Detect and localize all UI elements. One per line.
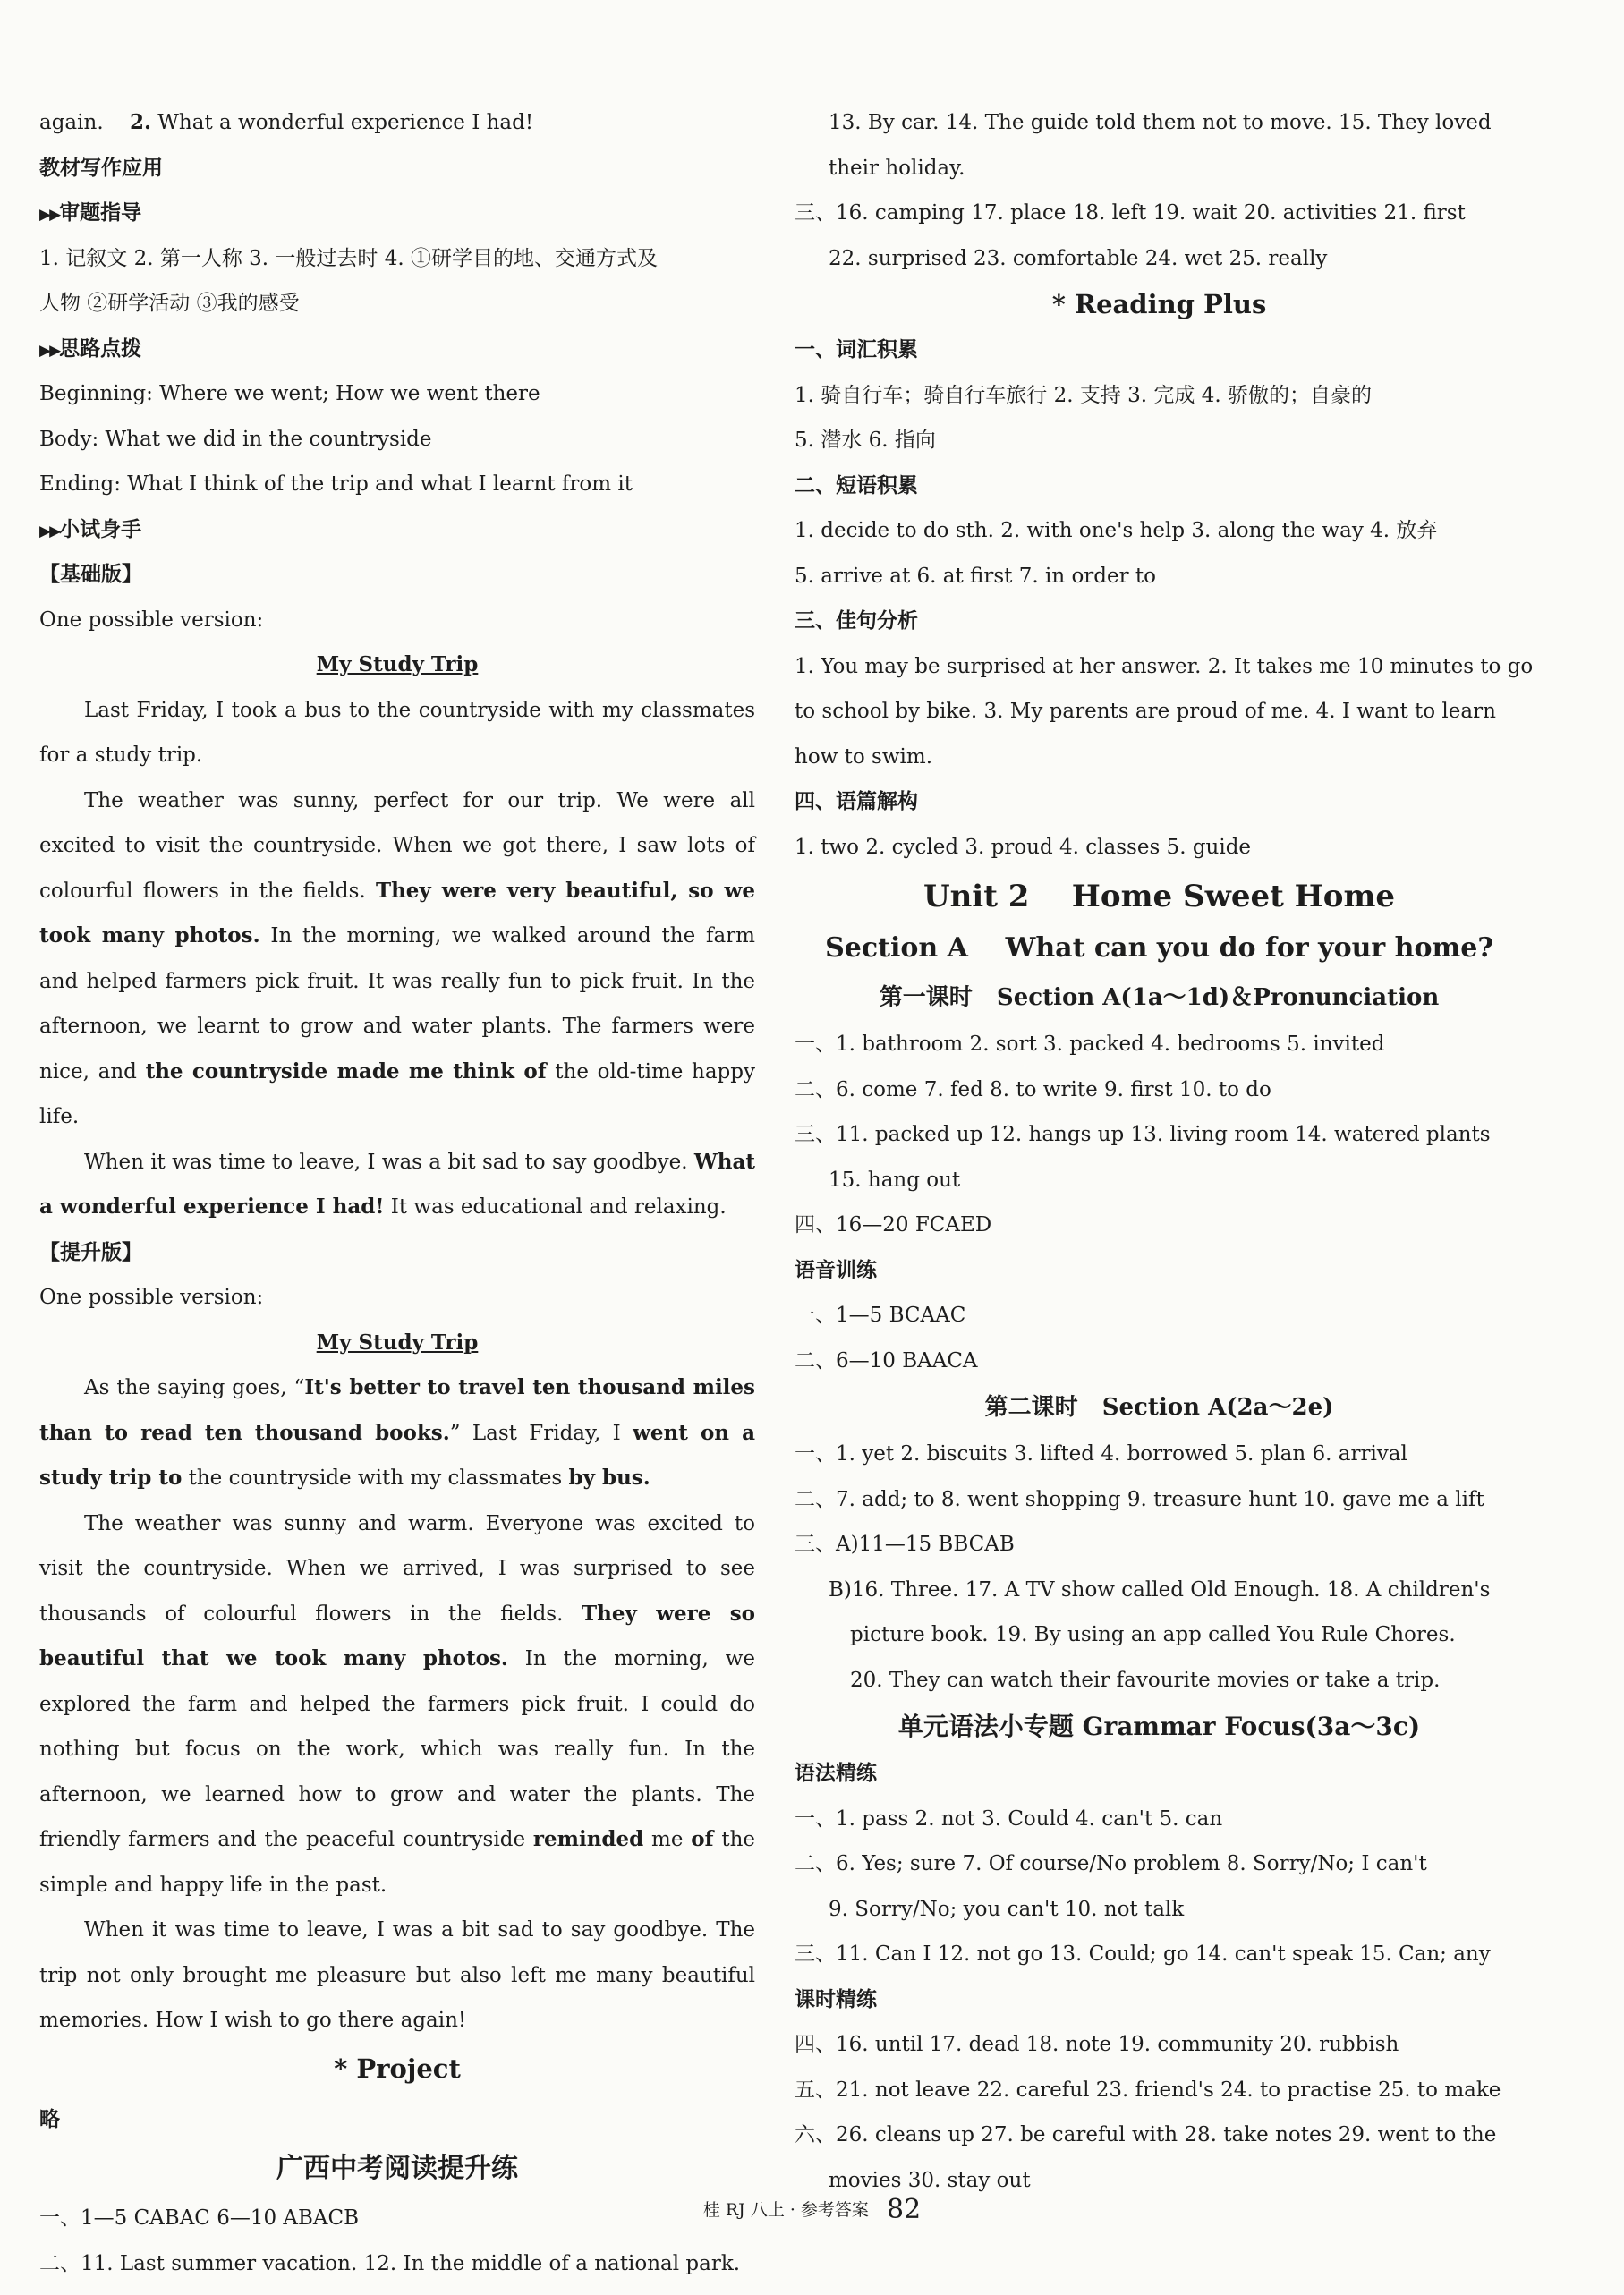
essay-paragraph: The weather was sunny and warm. Everyone was excited to visit the countryside. When we arrived, I was surprised to see thousands of colourful flowers in the fields. They were so beautiful that we took many photos. In the morning, we explored the farm and helped the farmers pick fruit. I could do nothing but focus on the work, which was really fun. In the afternoon, we learned how to grow and water the plants. The friendly farmers and the peaceful countryside reminded me of the simple and happy life in the past. [39,1511,756,1897]
answer-line: 一、1. pass 2. not 3. Could 4. can't 5. can [795,1806,1223,1831]
heading-grammar: 语法精练 [795,1761,877,1785]
thinking-line: Ending: What I think of the trip and what I learnt from it [39,472,633,496]
answer-line: 二、11. Last summer vacation. 12. In the middle of a national park. [39,2251,741,2275]
section-title: Section A What can you do for your home? [825,932,1493,964]
page-number: 82 [886,2194,922,2225]
answer-line: 一、1. bathroom 2. sort 3. packed 4. bedrooms 5. invited [795,1033,1385,1056]
answer-line: 13. By car. 14. The guide told them not to move. 15. They loved [829,111,1492,134]
guide-line: 1. 记叙文 2. 第一人称 3. 一般过去时 4. ①研学目的地、交通方式及 [39,246,658,270]
heading-vocab: 一、词汇积累 [795,337,918,361]
double-triangle-icon: ▶▶ [39,341,60,360]
answer-line: their holiday. [829,156,965,180]
essay-paragraph: The weather was sunny, perfect for our trip. We were all excited to visit the countryside. When we got there, I saw lots of colourful flowers in the fields. They were very beautiful, so we took many photos. In the morning, we walked around the farm and helped farmers pick fruit. It was really fun to pick fruit. In the afternoon, we learnt to grow and water plants. The farmers were nice, and the countryside made me think of the old-time happy life. [39,788,755,1128]
answer-line: 五、21. not leave 22. careful 23. friend's 24. to practise 25. to make [795,2078,1501,2102]
essay-paragraph: Last Friday, I took a bus to the countryside with my classmates for a study trip. [39,698,755,767]
answer-line: again. 2. What a wonderful experience I had! [39,110,534,134]
heading-lesson-practice: 课时精练 [795,1986,877,2011]
heading-try: ▶▶小试身手 [39,516,142,541]
answer-line: 三、A)11—15 BBCAB [795,1533,1015,1556]
page-footer [0,2194,1624,2225]
answer-line: 二、6—10 BAACA [795,1348,978,1373]
answer-line: 5. 潜水 6. 指向 [795,429,936,452]
answer-line: how to swim. [795,744,933,769]
heading-advanced: 【提升版】 [39,1239,142,1264]
answer-line: 二、6. Yes; sure 7. Of course/No problem 8. Sorry/No; I can't [795,1852,1427,1875]
answer-line: 三、11. Can I 12. not go 13. Could; go 14. can't speak 15. Can; any [795,1942,1491,1966]
possible-version: One possible version: [39,1286,264,1309]
grammar-title: 单元语法小专题 Grammar Focus(3a～3c) [897,1712,1421,1741]
answer-line: 20. They can watch their favourite movies or take a trip. [850,1668,1441,1692]
answer-line: 一、1—5 CABAC 6—10 ABACB [39,2206,360,2230]
answer-line: 1. two 2. cycled 3. proud 4. classes 5. guide [795,835,1252,859]
answer-line: 1. 骑自行车；骑自行车旅行 2. 支持 3. 完成 4. 骄傲的；自豪的 [795,383,1372,407]
answer-line: picture book. 19. By using an app called You Rule Chores. [850,1623,1456,1646]
answer-line: 三、11. packed up 12. hangs up 13. living room 14. watered plants [795,1123,1491,1146]
heading-guide: ▶▶审题指导 [39,200,142,225]
answer-line: 1. decide to do sth. 2. with one's help 3. along the way 4. 放弃 [795,519,1438,542]
possible-version: One possible version: [39,608,264,632]
essay-paragraph: When it was time to leave, I was a bit sad to say goodbye. What a wonderful experience I had! It was educational and relaxing. [39,1149,755,1219]
essay-title: My Study Trip [316,1330,479,1355]
answer-line: 1. You may be surprised at her answer. 2. It takes me 10 minutes to go [795,654,1534,678]
answer-line: 22. surprised 23. comfortable 24. wet 25. really [829,246,1328,270]
heading-writing: 教材写作应用 [39,155,163,180]
heading-phrase: 二、短语积累 [795,472,918,497]
guide-line: 人物 ②研学活动 ③我的感受 [39,292,300,315]
heading-phonetics: 语音训练 [795,1257,877,1282]
answer-line: 一、1. yet 2. biscuits 3. lifted 4. borrowed 5. plan 6. arrival [795,1442,1407,1466]
heading-thinking: ▶▶思路点拨 [39,336,142,361]
answer-line: B)16. Three. 17. A TV show called Old Enough. 18. A children's [829,1577,1491,1602]
answer-line: 5. arrive at 6. at first 7. in order to [795,564,1157,588]
heading-basic: 【基础版】 [39,562,142,586]
answer-line: 二、7. add; to 8. went shopping 9. treasure hunt 10. gave me a lift [795,1487,1484,1511]
heading-text: 四、语篇解构 [795,789,918,813]
reading-plus-title: * Reading Plus [1051,289,1267,319]
lesson-title: 第一课时 Section A(1a～1d)＆Pronunciation [879,984,1440,1011]
project-body: 略 [39,2106,60,2131]
footer-label: 桂 RJ 八上 · 参考答案 [702,2200,869,2220]
essay-paragraph: When it was time to leave, I was a bit sad to say goodbye. The trip not only brought me pleasure but also left me many beautiful memories. How I wish to go there again! [39,1918,755,2032]
heading-sentence: 三、佳句分析 [795,608,918,633]
answer-line: 四、16. until 17. dead 18. note 19. community 20. rubbish [795,2033,1399,2056]
answer-line: 六、26. cleans up 27. be careful with 28. take notes 29. went to the [795,2123,1497,2146]
essay-paragraph: As the saying goes, “It's better to travel ten thousand miles than to read ten thousand books.” Last Friday, I went on a study trip to the countryside with my classmates by bus. [39,1375,756,1490]
answer-line: 四、16—20 FCAED [795,1213,992,1237]
project-title: * Project [334,2053,461,2084]
answer-line: 一、1—5 BCAAC [795,1304,966,1327]
unit-title: Unit 2 Home Sweet Home [923,879,1396,914]
answer-line: 二、6. come 7. fed 8. to write 9. first 10. to do [795,1077,1271,1101]
lesson-title: 第二课时 Section A(2a～2e) [984,1394,1334,1421]
left-column [39,100,755,2286]
double-triangle-icon: ▶▶ [39,522,60,540]
answer-line: 9. Sorry/No; you can't 10. not talk [829,1897,1185,1921]
guangxi-title: 广西中考阅读提升练 [276,2153,518,2184]
right-column [795,100,1534,2203]
essay-title: My Study Trip [316,652,479,676]
answer-line: movies 30. stay out [829,2168,1031,2192]
double-triangle-icon: ▶▶ [39,206,60,224]
thinking-line: Beginning: Where we went; How we went there [39,382,540,405]
answer-line: 15. hang out [829,1168,961,1192]
thinking-line: Body: What we did in the countryside [39,427,432,451]
answer-line: to school by bike. 3. My parents are proud of me. 4. I want to learn [795,700,1496,723]
answer-line: 三、16. camping 17. place 18. left 19. wait 20. activities 21. first [795,201,1466,225]
